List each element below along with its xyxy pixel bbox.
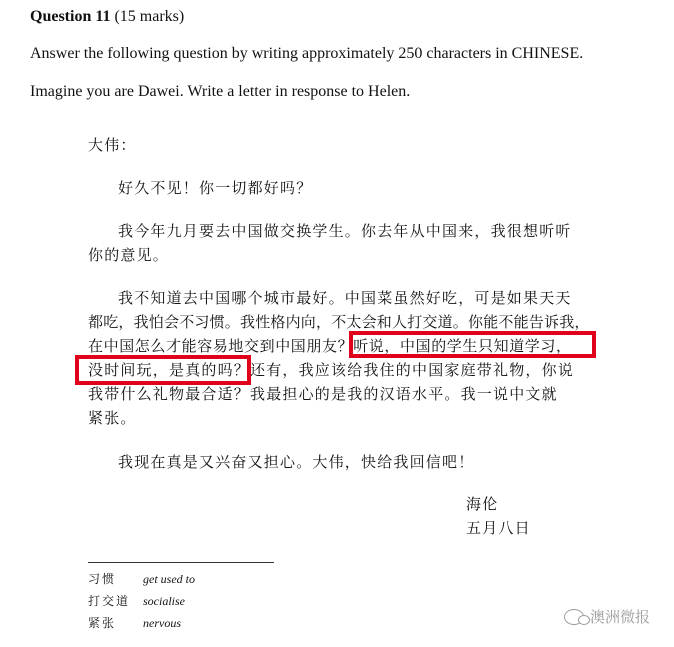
- question-instruction: Answer the following question by writing approximately 250 characters in CHINESE.: [30, 45, 584, 62]
- glossary-term: 紧张: [88, 616, 117, 630]
- letter-paragraph-2-line: 你的意见。: [88, 246, 170, 264]
- letter-salutation: 大伟：: [88, 136, 137, 154]
- glossary-item: [88, 570, 195, 587]
- letter-paragraph-3-line: 我不知道去中国哪个城市最好。中国菜虽然好吃，可是如果天天: [118, 289, 572, 307]
- letter-paragraph-3-line: 紧张。: [88, 409, 137, 427]
- letter-signature: 海伦: [466, 495, 499, 513]
- question-prompt: Imagine you are Dawei. Write a letter in response to Helen.: [30, 83, 411, 100]
- glossary-term: 打交道: [88, 594, 131, 608]
- wechat-icon: [564, 609, 584, 625]
- letter-paragraph-3-line: 都吃，我怕会不习惯。我性格内向，不太会和人打交道。你能不能告诉我，: [88, 313, 590, 331]
- glossary-translation: socialise: [143, 594, 185, 608]
- letter-paragraph-3-line: 没时间玩，是真的吗？还有，我应该给我住的中国家庭带礼物，你说: [88, 361, 575, 379]
- question-marks: (15 marks): [114, 8, 185, 25]
- letter-body: [88, 0, 588, 647]
- glossary-item: [88, 592, 185, 609]
- glossary-item: [88, 614, 181, 631]
- watermark: [564, 606, 650, 627]
- highlight-box: [75, 355, 251, 385]
- watermark-text: 澳洲微报: [589, 608, 650, 626]
- letter-paragraph-4: 我现在真是又兴奋又担心。大伟，快给我回信吧！: [118, 453, 475, 471]
- highlight-box: [349, 331, 596, 358]
- glossary-divider: [88, 562, 274, 563]
- letter-date: 五月八日: [466, 519, 531, 537]
- glossary-translation: nervous: [143, 616, 181, 630]
- letter-paragraph-1: 好久不见！你一切都好吗？: [118, 179, 313, 197]
- glossary-translation: get used to: [143, 572, 195, 586]
- question-label: Question 11: [30, 8, 111, 25]
- letter-paragraph-3-line: 在中国怎么才能容易地交到中国朋友？听说，中国的学生只知道学习，: [88, 337, 572, 355]
- glossary-term: 习惯: [88, 572, 117, 586]
- letter-paragraph-3-line: 我带什么礼物最合适？我最担心的是我的汉语水平。我一说中文就: [88, 385, 558, 403]
- letter-paragraph-2-line: 我今年九月要去中国做交换学生。你去年从中国来，我很想听听: [118, 222, 572, 240]
